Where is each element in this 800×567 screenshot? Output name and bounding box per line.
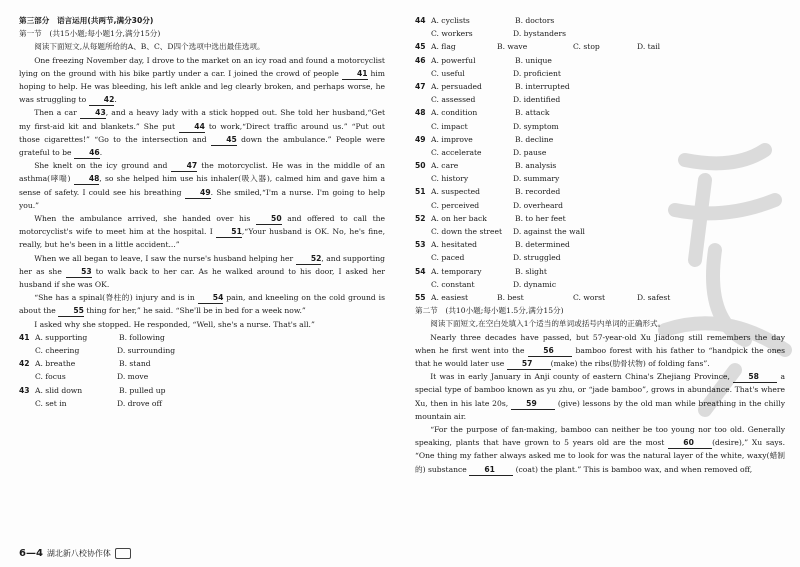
option-c: C. paced (431, 253, 465, 263)
question-number: 50 (415, 161, 426, 171)
option-b: B. recorded (515, 187, 561, 197)
passage-paragraph: I asked why she stopped. He responded, “Well, she's a nurse. That's all.” (34, 319, 315, 329)
part2-instructions: 阅读下面短文,在空白处填入1个适当的单词或括号内单词的正确形式。 (430, 319, 666, 329)
option-b: B. wave (497, 42, 528, 52)
option-a: A. suspected (431, 187, 481, 197)
option-c: C. history (431, 174, 469, 184)
blank-45: 45 (211, 134, 237, 146)
part2-header: 第二节 (共10小题;每小题1.5分,满分15分) (415, 306, 564, 316)
question-row (415, 291, 785, 304)
option-d: D. struggled (513, 253, 561, 263)
option-a: A. improve (431, 134, 473, 144)
options-inline (431, 40, 687, 53)
blank-60: 60 (668, 437, 712, 449)
passage-paragraph: One freezing November day, I drove to the market on an icy road and found a motorcyclist lying on the ground with his bike partly under a car. I joined the crowd of people 41 him hoping to help. He was bleeding, his left ankle and leg clearly broken, and perhaps worse, he was struggling to 42. (19, 55, 385, 105)
question-number: 49 (415, 134, 426, 144)
option-c: C. constant (431, 279, 475, 289)
blank-51: 51 (216, 226, 242, 238)
option-c: C. workers (431, 29, 473, 39)
option-d: D. surrounding (117, 346, 176, 356)
question-row-2 (19, 344, 385, 357)
left-column (19, 14, 385, 410)
option-d: D. dynamic (513, 279, 557, 289)
question-row (415, 40, 785, 53)
question-row-2 (415, 146, 785, 159)
option-d: D. drove off (117, 398, 162, 408)
blank-48: 48 (74, 173, 100, 185)
section-title: 第三部分 语言运用(共两节,满分30分) (19, 16, 154, 25)
blank-42: 42 (89, 94, 115, 106)
blank-41: 41 (342, 68, 368, 80)
question-row (415, 159, 785, 172)
option-d: D. bystanders (513, 29, 567, 39)
page-number: 6—4 (19, 548, 43, 559)
option-c: C. perceived (431, 200, 480, 210)
question-row-2 (415, 199, 785, 212)
question-number: 45 (415, 42, 426, 52)
question-number: 47 (415, 81, 426, 91)
option-a: A. persuaded (431, 81, 482, 91)
blank-55: 55 (58, 305, 84, 317)
question-row-2 (415, 172, 785, 185)
blank-50: 50 (256, 213, 282, 225)
page-footer (19, 547, 131, 560)
part1-header: 第一节 (共15小题;每小题1分,满分15分) (19, 29, 161, 39)
question-row (19, 357, 385, 370)
question-row-2 (415, 120, 785, 133)
question-row-2 (19, 397, 385, 410)
question-row (19, 384, 385, 397)
question-number: 43 (19, 385, 30, 395)
blank-43: 43 (80, 107, 106, 119)
blank-46: 46 (74, 147, 100, 159)
option-d: D. pause (513, 147, 547, 157)
question-row (415, 265, 785, 278)
option-d: D. overheard (513, 200, 564, 210)
option-a: A. powerful (431, 55, 476, 65)
question-row (415, 14, 785, 27)
option-b: B. best (497, 292, 524, 302)
option-a: A. cyclists (431, 16, 470, 25)
option-b: B. stand (119, 359, 151, 369)
option-d: D. summary (513, 174, 560, 184)
option-c: C. focus (35, 372, 66, 382)
question-row-2 (415, 93, 785, 106)
options-inline (431, 291, 687, 304)
question-number: 52 (415, 213, 426, 223)
option-d: D. symptom (513, 121, 559, 131)
option-c: C. useful (431, 68, 465, 78)
option-a: A. care (431, 161, 459, 171)
question-number: 44 (415, 16, 426, 25)
option-d: D. move (117, 372, 149, 382)
question-number: 54 (415, 266, 426, 276)
option-c: C. impact (431, 121, 468, 131)
question-number: 51 (415, 187, 426, 197)
passage2-paragraph: It was in early January in Anji county of eastern China's Zhejiang Province, 58 a special type of bamboo known as yu zhu, or “jade bamboo”, grows in abundance. That's where Xu, then in his late 20s, 59 (give) lessons by the old man while breathing in the chilly mountain air. (415, 372, 785, 421)
option-a: A. condition (431, 108, 478, 118)
blank-47: 47 (171, 160, 197, 172)
blank-61: 61 (469, 464, 513, 476)
blank-57: 57 (507, 358, 551, 370)
option-d: D. against the wall (513, 227, 585, 236)
question-number: 53 (415, 240, 426, 250)
passage-paragraph: When the ambulance arrived, she handed over his 50 and offered to call the motorcyclist's wife to meet him at the hospital. I 51,“Your husband is OK. No, he's fine, really, but he's been in a little accident...” (19, 214, 386, 250)
option-b: B. doctors (515, 16, 555, 25)
question-number: 55 (415, 292, 426, 302)
part1-instructions: 阅读下面短文,从每题所给的A、B、C、D四个选项中选出最佳选项。 (34, 42, 265, 52)
question-row (19, 331, 385, 344)
passage2-paragraph: “For the purpose of fan-making, bamboo can neither be too young nor too old. Generally speaking, plants that have grown to 5 years old are the most 60 (desire),” Xu says. “One thing my father always asked me to look for was the natural layer of the white, waxy(蜡制的) substance 61 (coat) the plant.” This is bamboo wax, and when removed off, (415, 424, 785, 474)
question-number: 42 (19, 359, 30, 369)
option-b: B. analysis (515, 161, 557, 171)
option-b: B. to her feet (515, 213, 566, 223)
question-row (415, 106, 785, 119)
option-b: B. slight (515, 266, 547, 276)
question-row (415, 54, 785, 67)
option-c: C. cheering (35, 346, 80, 356)
passage-paragraph: When we all began to leave, I saw the nurse's husband helping her 52, and supporting her as she 53 to walk back to her car. As he walked around to his door, I asked her husband if she was OK. (19, 253, 385, 290)
question-row (415, 185, 785, 198)
option-a: A. breathe (35, 359, 76, 369)
passage-paragraph: She knelt on the icy ground and 47 the motorcyclist. He was in the middle of an asthma(哮喘) 48, so she helped him use his inhaler(吸入器), calmed him and gave him a sense of safety. I could see his breathing 49. She smiled,“I'm a nurse. I'm going to help you.” (19, 161, 385, 210)
question-row-2 (415, 251, 785, 264)
option-c: C. accelerate (431, 147, 482, 157)
option-c: C. stop (573, 42, 600, 52)
option-c: C. assessed (431, 95, 476, 105)
option-b: B. pulled up (119, 385, 166, 395)
blank-58: 58 (733, 371, 777, 383)
option-c: C. set in (35, 398, 67, 408)
question-row-2 (415, 225, 785, 238)
question-row (415, 80, 785, 93)
question-row (415, 238, 785, 251)
blank-52: 52 (296, 253, 322, 265)
question-row (415, 133, 785, 146)
option-a: A. temporary (431, 266, 482, 276)
question-row-2 (415, 278, 785, 291)
question-row-2 (415, 67, 785, 80)
question-number: 46 (415, 55, 426, 65)
passage-paragraph: “She has a spinal(脊柱的) injury and is in 54 pain, and kneeling on the cold ground is about the 55 thing for her,” he said. “She'll be in bed for a week now.” (19, 293, 385, 316)
option-a: A. slid down (35, 385, 83, 395)
option-d: D. proficient (513, 68, 561, 78)
option-d: D. tail (637, 42, 661, 52)
question-row-2 (19, 370, 385, 383)
question-number: 48 (415, 108, 426, 118)
footer-title: 湖北新八校协作体 (46, 549, 111, 558)
option-b: B. decline (515, 134, 554, 144)
passage2-paragraph: Nearly three decades have passed, but 57-year-old Xu Jiadong still remembers the day when he first went into the 56 bamboo forest with his father to “handpick the ones that he would later use 57 (make) the ribs(肋骨状物) of folding fans”. (415, 332, 785, 368)
passage-paragraph: Then a car 43, and a heavy lady with a stick hopped out. She told her husband,“Get my first-aid kit and blankets.” She put 44 to work,“Direct traffic around us.” “Put out those cigarettes!” “Go to the intersection and 45 down the ambulance.” People were grateful to be 46. (19, 108, 385, 158)
option-b: B. following (119, 332, 165, 342)
blank-44: 44 (179, 121, 205, 133)
option-a: A. flag (431, 42, 456, 52)
option-a: A. easiest (431, 292, 469, 302)
publisher-logo-icon (115, 548, 131, 559)
question-number: 41 (19, 332, 30, 342)
right-column (415, 14, 785, 476)
question-list-right (415, 14, 785, 304)
option-b: B. attack (515, 108, 550, 118)
option-b: B. interrupted (515, 81, 570, 91)
option-a: A. supporting (35, 332, 88, 342)
option-c: C. worst (573, 292, 606, 302)
question-row (415, 212, 785, 225)
blank-49: 49 (185, 187, 211, 199)
question-list-left (19, 331, 385, 410)
blank-53: 53 (66, 266, 92, 278)
option-c: C. down the street (431, 227, 503, 236)
option-a: A. on her back (431, 213, 487, 223)
option-a: A. hesitated (431, 240, 478, 250)
option-d: D. safest (637, 292, 671, 302)
option-d: D. identified (513, 95, 561, 105)
blank-56: 56 (528, 345, 572, 357)
option-b: B. determined (515, 240, 570, 250)
option-b: B. unique (515, 55, 552, 65)
blank-54: 54 (198, 292, 224, 304)
blank-59: 59 (511, 398, 555, 410)
question-row-2 (415, 27, 785, 40)
